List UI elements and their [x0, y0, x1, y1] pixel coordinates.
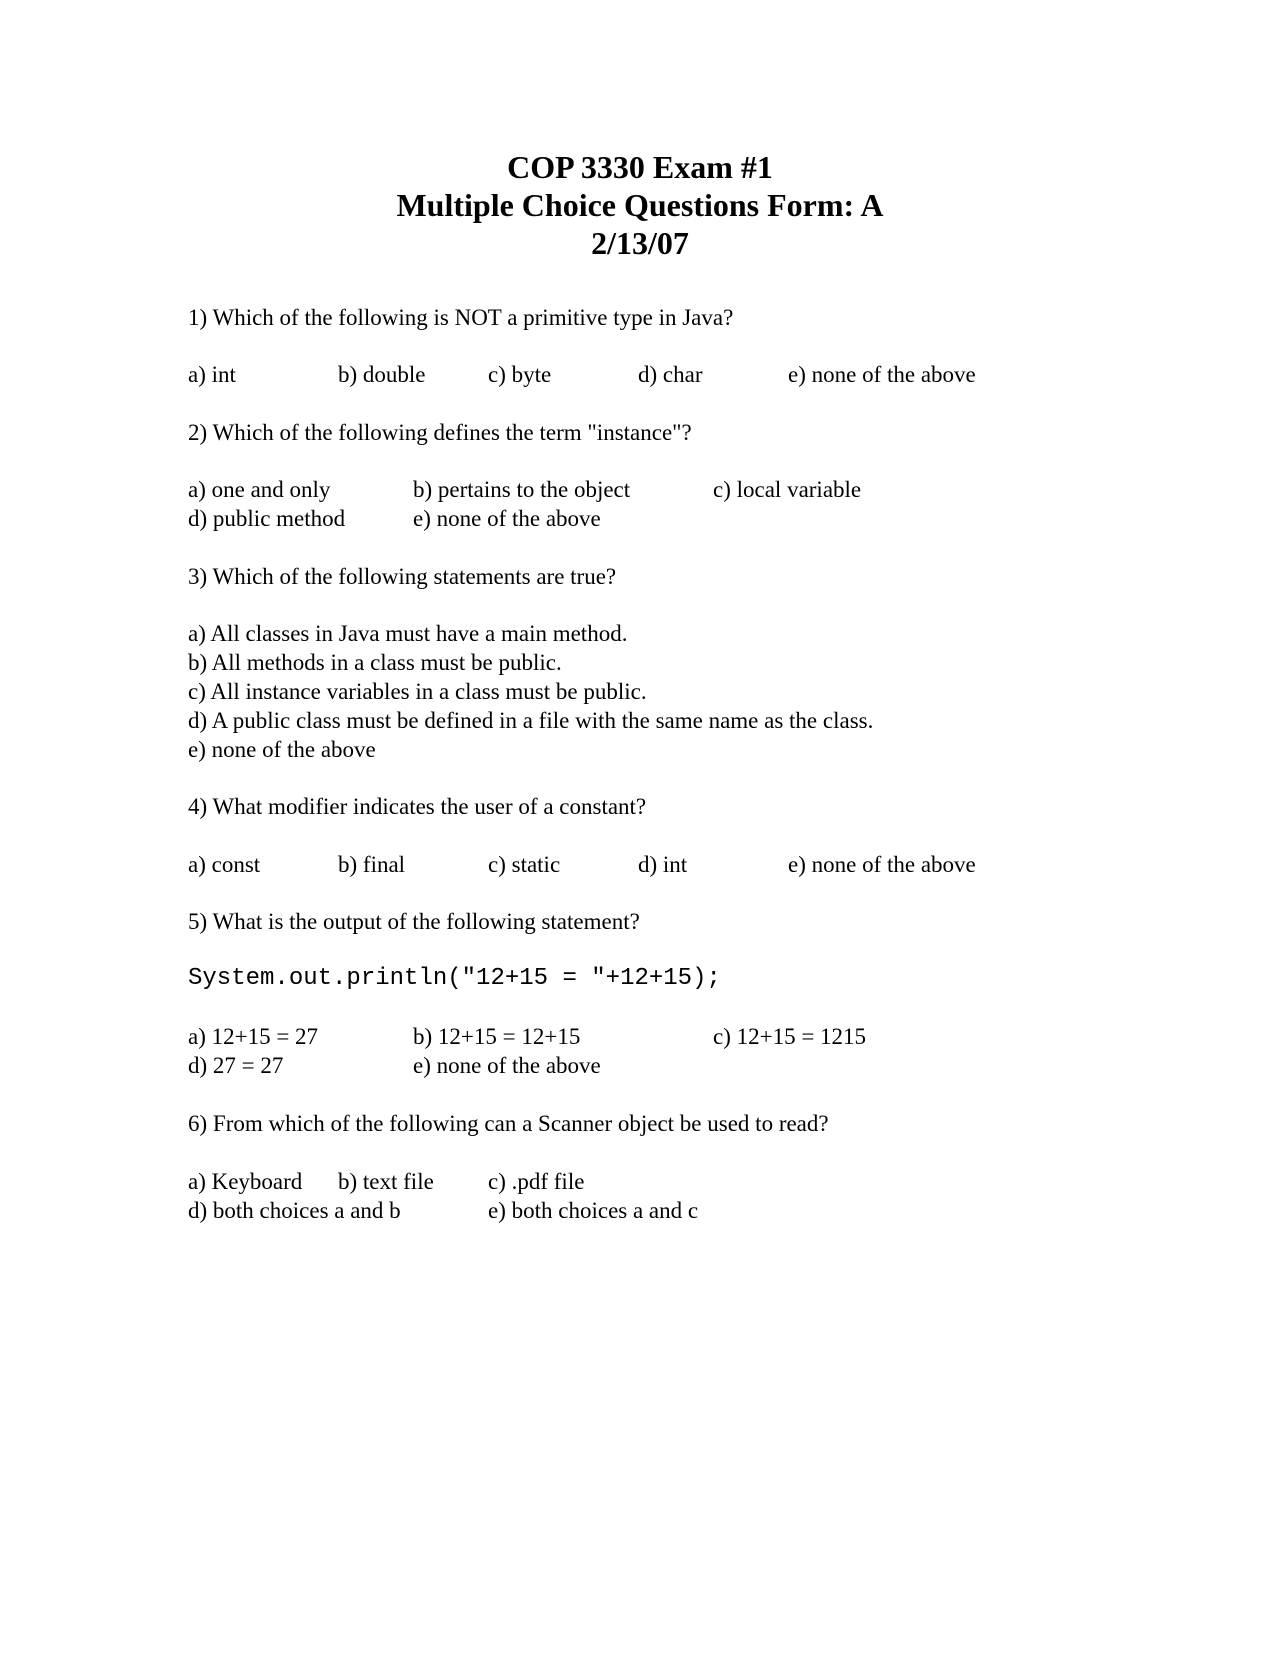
q5-option-d: d) 27 = 27: [188, 1053, 284, 1078]
q5-option-c: c) 12+15 = 1215: [713, 1024, 867, 1049]
q1-option-d: d) char: [638, 362, 703, 387]
question-3-text: 3) Which of the following statements are true?: [188, 564, 617, 589]
exam-subtitle: Multiple Choice Questions Form: A: [396, 187, 884, 223]
q2-option-b: b) pertains to the object: [413, 477, 631, 502]
q3-option-a: a) All classes in Java must have a main method.: [188, 621, 628, 646]
q4-option-d: d) int: [638, 852, 688, 877]
exam-title: COP 3330 Exam #1: [507, 149, 773, 185]
q4-option-c: c) static: [488, 852, 561, 877]
q6-option-c: c) .pdf file: [488, 1169, 585, 1194]
q6-option-b: b) text file: [338, 1169, 434, 1194]
q6-option-e: e) both choices a and c: [488, 1198, 699, 1223]
q4-option-a: a) const: [188, 852, 261, 877]
q1-option-e: e) none of the above: [788, 362, 976, 387]
q2-option-d: d) public method: [188, 506, 346, 531]
q2-option-a: a) one and only: [188, 477, 331, 502]
exam-date: 2/13/07: [591, 225, 689, 261]
question-2-text: 2) Which of the following defines the term "instance"?: [188, 420, 692, 445]
q5-option-a: a) 12+15 = 27: [188, 1024, 319, 1049]
q5-code-snippet: System.out.println("12+15 = "+12+15);: [188, 965, 721, 992]
question-1-text: 1) Which of the following is NOT a primitive type in Java?: [188, 305, 734, 330]
question-6-text: 6) From which of the following can a Scanner object be used to read?: [188, 1111, 829, 1136]
q5-option-e: e) none of the above: [413, 1053, 601, 1078]
q1-option-c: c) byte: [488, 362, 552, 387]
q3-option-d: d) A public class must be defined in a file with the same name as the class.: [188, 708, 874, 733]
q3-option-e: e) none of the above: [188, 737, 376, 762]
q2-option-c: c) local variable: [713, 477, 862, 502]
q6-option-a: a) Keyboard: [188, 1169, 303, 1194]
q3-option-b: b) All methods in a class must be public.: [188, 650, 562, 675]
q1-option-b: b) double: [338, 362, 426, 387]
q4-option-e: e) none of the above: [788, 852, 976, 877]
question-5-text: 5) What is the output of the following statement?: [188, 909, 640, 934]
q6-option-d: d) both choices a and b: [188, 1198, 401, 1223]
question-4-text: 4) What modifier indicates the user of a constant?: [188, 794, 647, 819]
q2-option-e: e) none of the above: [413, 506, 601, 531]
q4-option-b: b) final: [338, 852, 406, 877]
q5-option-b: b) 12+15 = 12+15: [413, 1024, 581, 1049]
q3-option-c: c) All instance variables in a class must be public.: [188, 679, 647, 704]
q1-option-a: a) int: [188, 362, 236, 387]
